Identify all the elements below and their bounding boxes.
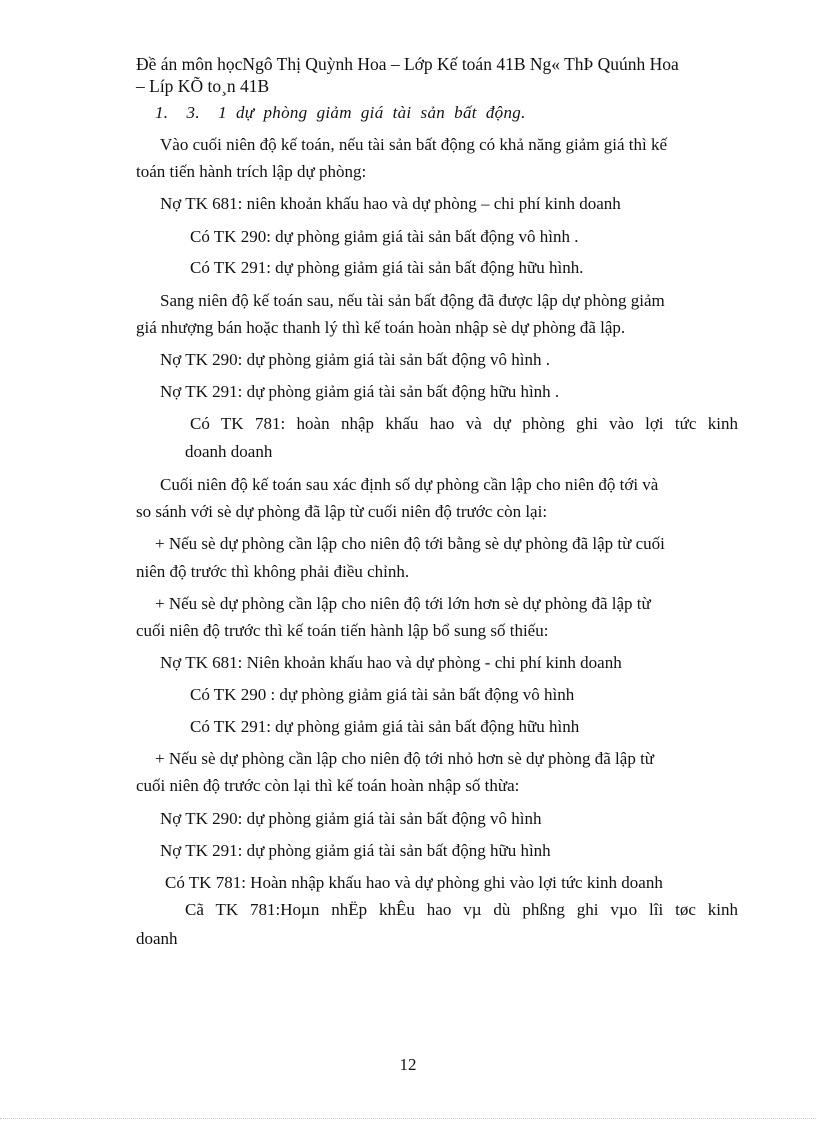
paragraph-line: toán tiến hành trích lập dự phòng: xyxy=(136,162,367,181)
page-bottom-divider xyxy=(0,1118,816,1119)
journal-entry-debit: Nợ TK 681: niên khoản khấu hao và dự phòng – chi phí kinh doanh xyxy=(160,194,621,213)
bullet-line-continued: cuối niên độ trước thì kế toán tiến hành lập bổ sung số thiếu: xyxy=(136,621,549,640)
journal-entry-credit: Có TK 290: dự phòng giảm giá tài sản bất động vô hình . xyxy=(190,227,579,246)
page-number: 12 xyxy=(399,1055,417,1074)
bullet-line: + Nếu sè dự phòng cần lập cho niên độ tới bằng sè dự phòng đã lập từ cuối xyxy=(155,534,665,553)
paragraph-line: Sang niên độ kế toán sau, nếu tài sản bất động đã được lập dự phòng giảm xyxy=(160,291,665,310)
journal-entry-credit: Có TK 781: hoàn nhập khấu hao và dự phòng ghi vào lợi tức kinh xyxy=(190,414,738,433)
journal-entry-credit-legacy-encoding: Cã TK 781:Hoµn nhËp khÊu hao vµ dù phßng ghi vµo lîi tøc kinh xyxy=(185,900,738,919)
journal-entry-credit-continued: doanh xyxy=(136,929,178,948)
paragraph-line: giá nhượng bán hoặc thanh lý thì kế toán hoàn nhập sè dự phòng đã lập. xyxy=(136,318,626,337)
bullet-line: + Nếu sè dự phòng cần lập cho niên độ tới lớn hơn sè dự phòng đã lập từ xyxy=(155,594,651,613)
paragraph-line: Cuối niên độ kế toán sau xác định số dự phòng cần lập cho niên độ tới và xyxy=(160,475,659,494)
journal-entry-debit: Nợ TK 681: Niên khoản khấu hao và dự phòng - chi phí kinh doanh xyxy=(160,653,622,672)
bullet-line: + Nếu sè dự phòng cần lập cho niên độ tới nhỏ hơn sè dự phòng đã lập từ xyxy=(155,749,655,768)
paragraph-line: so sánh với sè dự phòng đã lập từ cuối niên độ trước còn lại: xyxy=(136,502,548,521)
journal-entry-debit: Nợ TK 290: dự phòng giảm giá tài sản bất động vô hình xyxy=(160,809,542,828)
journal-entry-debit: Nợ TK 291: dự phòng giảm giá tài sản bất động hữu hình . xyxy=(160,382,560,401)
journal-entry-credit: Có TK 781: Hoàn nhập khấu hao và dự phòng ghi vào lợi tức kinh doanh xyxy=(165,873,663,892)
journal-entry-debit: Nợ TK 290: dự phòng giảm giá tài sản bất động vô hình . xyxy=(160,350,550,369)
journal-entry-credit-continued: doanh doanh xyxy=(185,442,273,461)
running-header-line-1: Đề án môn họcNgô Thị Quỳnh Hoa – Lớp Kế toán 41B Ng« ThÞ Quúnh Hoa xyxy=(136,54,679,74)
bullet-line-continued: cuối niên độ trước còn lại thì kế toán hoàn nhập số thừa: xyxy=(136,776,520,795)
journal-entry-credit: Có TK 291: dự phòng giảm giá tài sản bất động hữu hình xyxy=(190,717,580,736)
journal-entry-credit: Có TK 290 : dự phòng giảm giá tài sản bất động vô hình xyxy=(190,685,575,704)
bullet-line-continued: niên độ trước thì không phải điều chỉnh. xyxy=(136,562,410,581)
journal-entry-credit: Có TK 291: dự phòng giảm giá tài sản bất động hữu hình. xyxy=(190,258,584,277)
journal-entry-debit: Nợ TK 291: dự phòng giảm giá tài sản bất động hữu hình xyxy=(160,841,551,860)
running-header-line-2: – Líp KÕ to¸n 41B xyxy=(136,76,270,96)
section-heading: 1. 3. 1 dự phòng giảm giá tài sản bất động. xyxy=(155,103,526,122)
paragraph-line: Vào cuối niên độ kế toán, nếu tài sản bất động có khả năng giảm giá thì kế xyxy=(160,135,668,154)
